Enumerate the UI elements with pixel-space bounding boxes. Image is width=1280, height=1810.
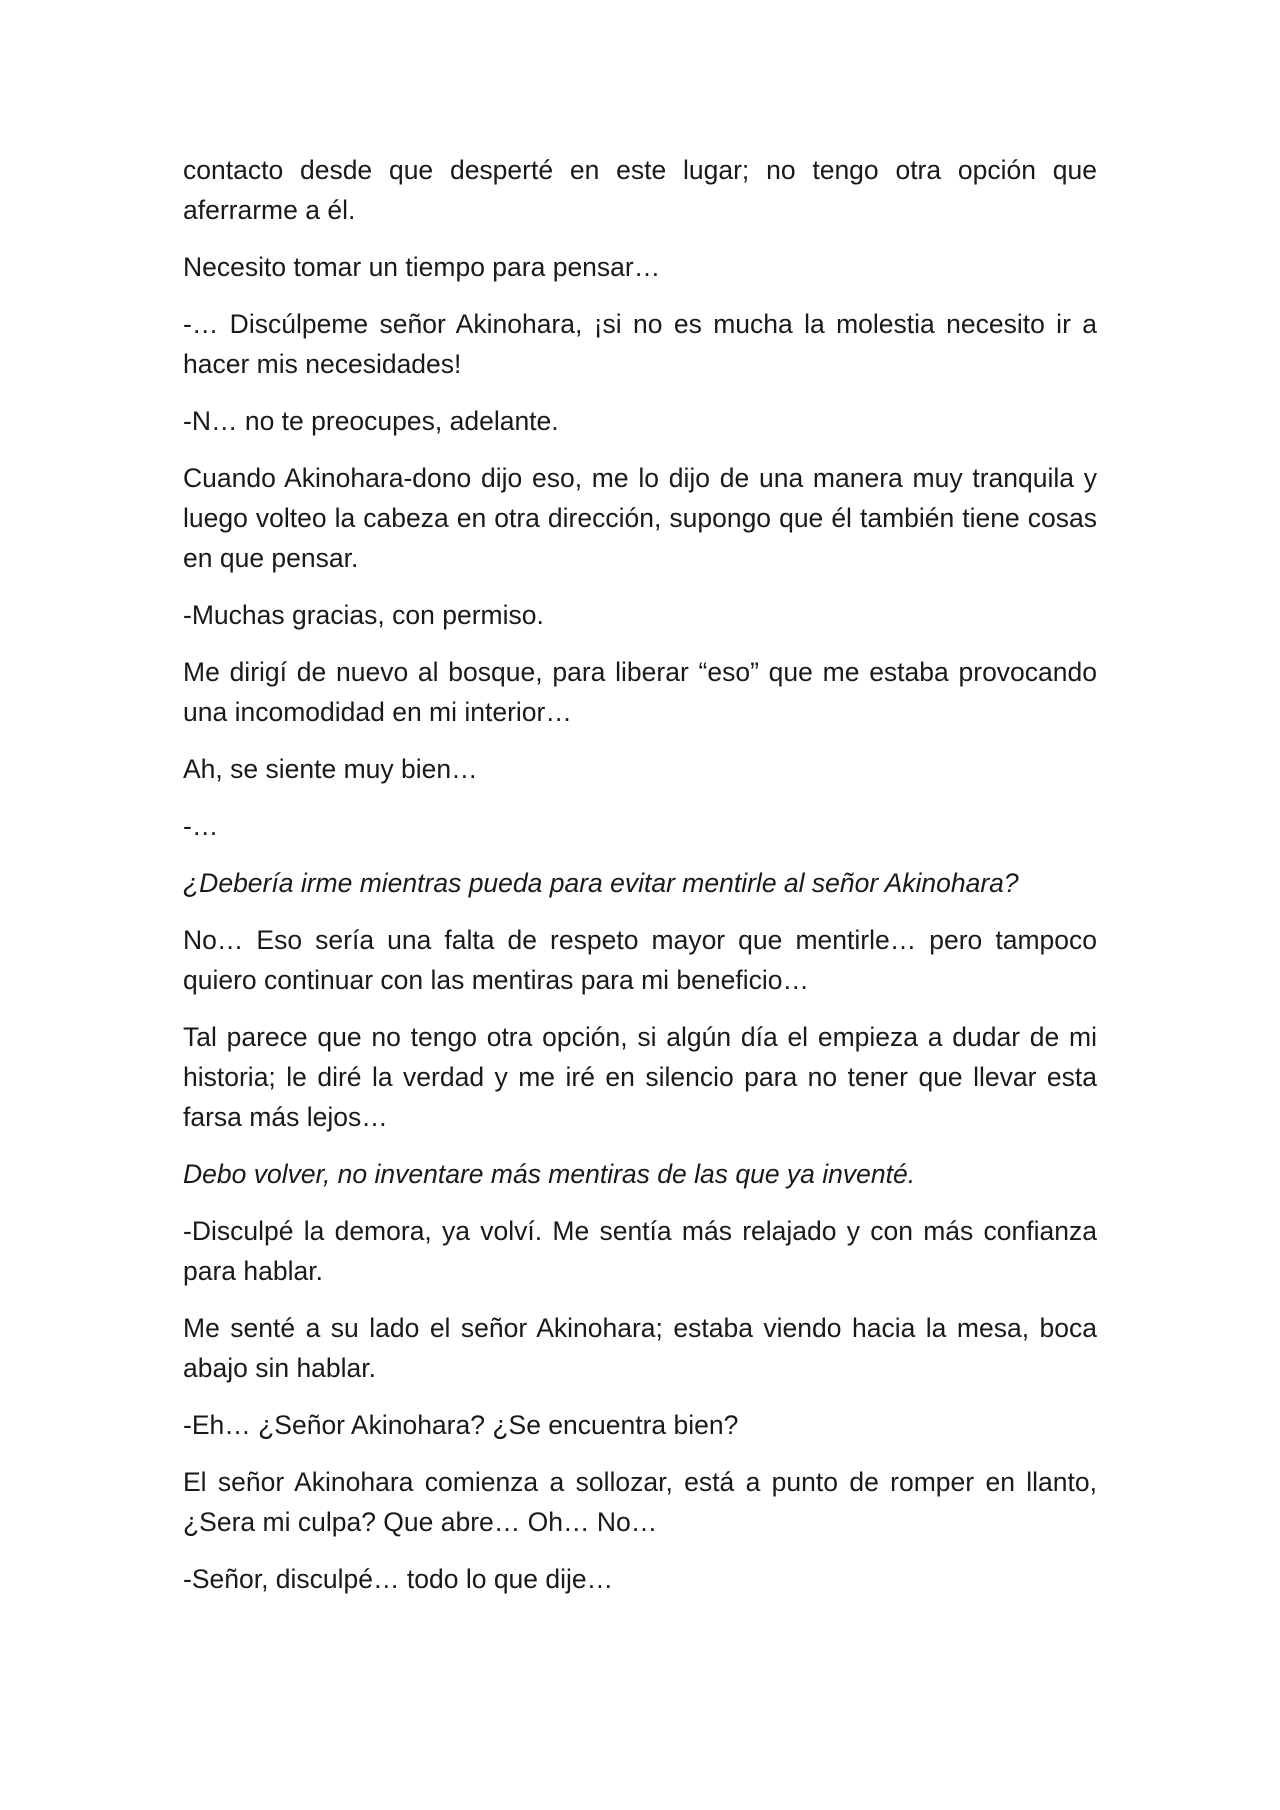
paragraph: -Señor, disculpé… todo lo que dije…	[183, 1564, 614, 1594]
paragraph: -Muchas gracias, con permiso.	[183, 600, 544, 630]
paragraph: contacto desde que desperté en este lugar; no tengo otra opción que aferrarme a él.	[183, 155, 1097, 225]
document-body	[183, 150, 1097, 1616]
paragraph: -… Discúlpeme señor Akinohara, ¡si no es mucha la molestia necesito ir a hacer mis necesidades!	[183, 309, 1097, 379]
paragraph: Ah, se siente muy bien…	[183, 754, 478, 784]
paragraph: Necesito tomar un tiempo para pensar…	[183, 252, 661, 282]
paragraph: El señor Akinohara comienza a sollozar, está a punto de romper en llanto, ¿Sera mi culpa? Que abre… Oh… No…	[183, 1467, 1097, 1537]
paragraph: Me dirigí de nuevo al bosque, para liberar “eso” que me estaba provocando una incomodidad en mi interior…	[183, 657, 1097, 727]
paragraph: Cuando Akinohara-dono dijo eso, me lo dijo de una manera muy tranquila y luego volteo la cabeza en otra dirección, supongo que él también tiene cosas en que pensar.	[183, 463, 1097, 573]
paragraph: No… Eso sería una falta de respeto mayor que mentirle… pero tampoco quiero continuar con las mentiras para mi beneficio…	[183, 925, 1097, 995]
paragraph: -N… no te preocupes, adelante.	[183, 406, 559, 436]
paragraph-italic: Debo volver, no inventare más mentiras de las que ya inventé.	[183, 1159, 916, 1189]
paragraph-italic: ¿Debería irme mientras pueda para evitar mentirle al señor Akinohara?	[183, 868, 1019, 898]
paragraph: -…	[183, 811, 219, 841]
paragraph: -Disculpé la demora, ya volví. Me sentía más relajado y con más confianza para hablar.	[183, 1216, 1097, 1286]
paragraph: -Eh… ¿Señor Akinohara? ¿Se encuentra bien?	[183, 1410, 739, 1440]
paragraph: Tal parece que no tengo otra opción, si algún día el empieza a dudar de mi historia; le diré la verdad y me iré en silencio para no tener que llevar esta farsa más lejos…	[183, 1022, 1097, 1132]
paragraph: Me senté a su lado el señor Akinohara; estaba viendo hacia la mesa, boca abajo sin hablar.	[183, 1313, 1097, 1383]
